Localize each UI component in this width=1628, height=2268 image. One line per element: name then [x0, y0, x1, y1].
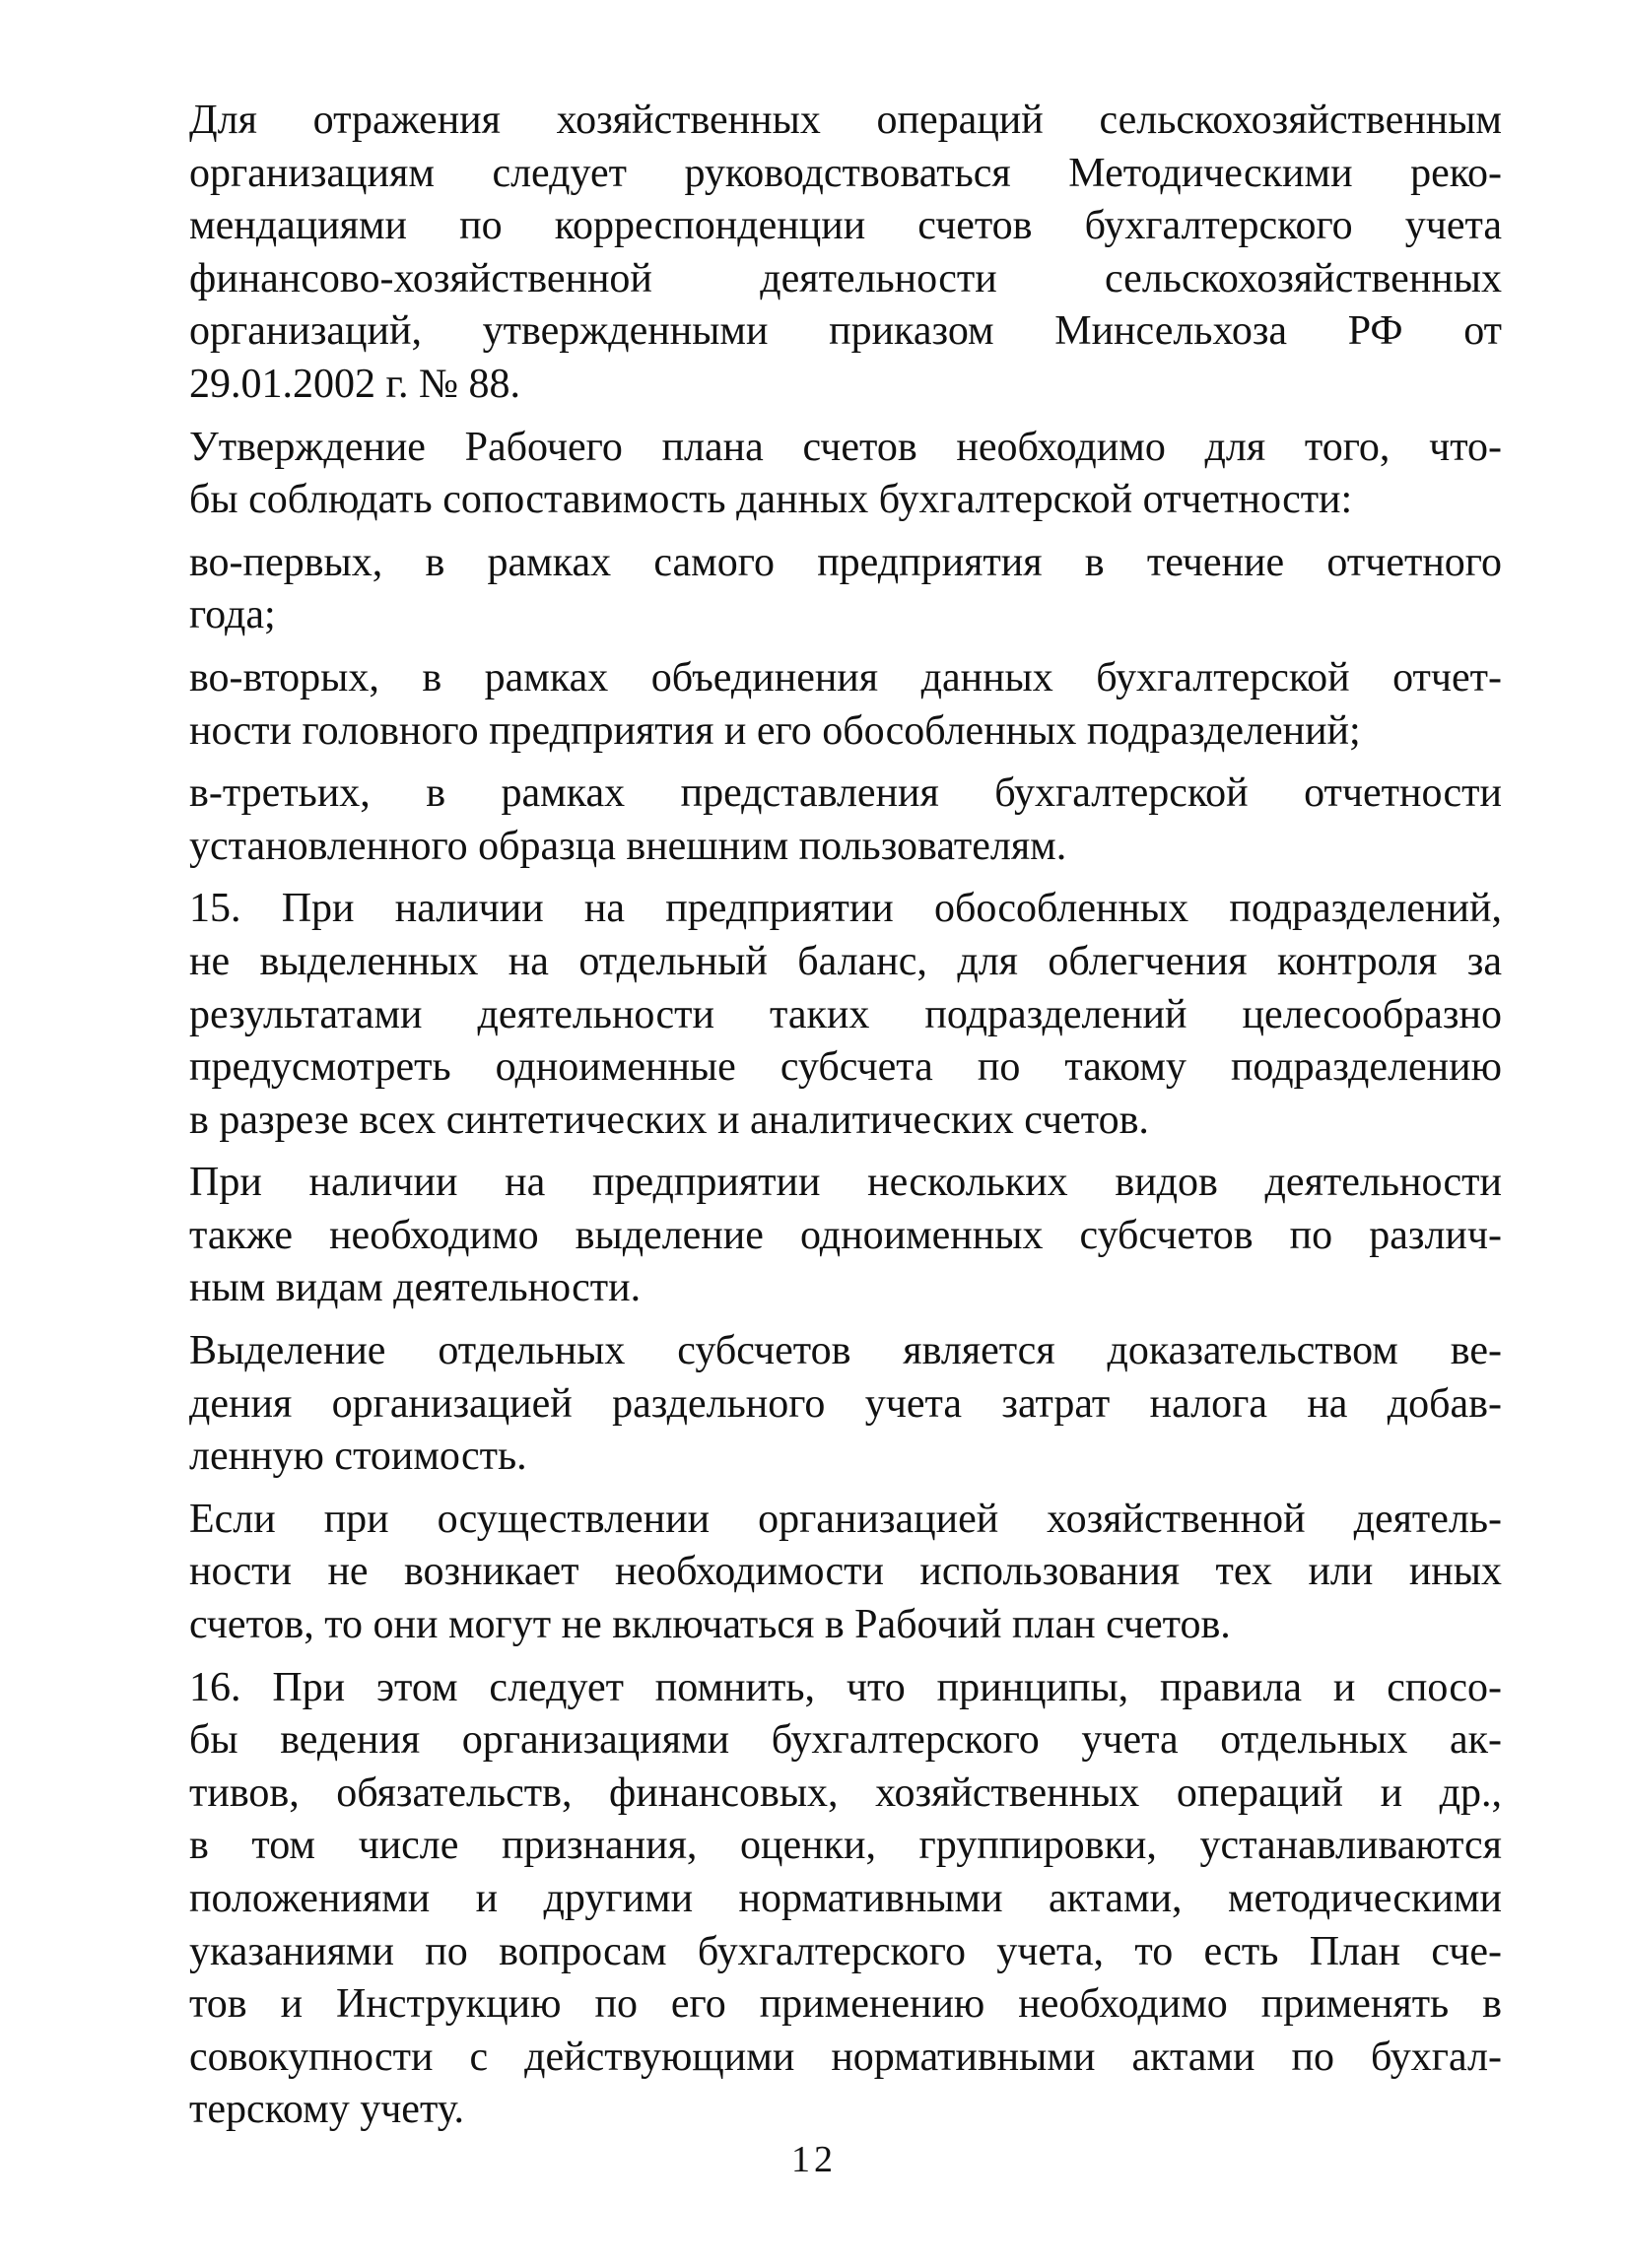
text-line: бы соблюдать сопоставимость данных бухгалтерской отчетности:: [189, 477, 1353, 523]
text-line: бы ведения организациями бухгалтерского учета отдельных ак-: [189, 1717, 1502, 1764]
text-line: Утверждение Рабочего плана счетов необходимо для того, что-: [189, 424, 1502, 470]
paragraph-thirdly: [130, 767, 1502, 873]
paragraph-separate-subaccounts: [130, 1325, 1502, 1484]
text-line: положениями и другими нормативными актами, методическими: [189, 1876, 1502, 1921]
paragraph-item-15: [130, 883, 1502, 1147]
text-line: предусмотреть одноименные субсчета по такому подразделению: [189, 1044, 1502, 1091]
document-page: [130, 95, 1502, 2147]
text-line: Выделение отдельных субсчетов является доказательством ве-: [189, 1328, 1502, 1374]
paragraph-methodical-recommendations: [130, 95, 1502, 412]
text-line: Для отражения хозяйственных операций сельскохозяйственным: [189, 98, 1502, 143]
text-line: Если при осуществлении организацией хозяйственной деятель-: [189, 1496, 1502, 1542]
paragraph-activity-types: [130, 1157, 1502, 1315]
text-line: в том числе признания, оценки, группировки, устанавливаются: [189, 1823, 1502, 1869]
text-line: результатами деятельности таких подразделений целесообразно: [189, 991, 1502, 1037]
text-line: не выделенных на отдельный баланс, для облегчения контроля за: [189, 938, 1502, 984]
text-line: ленную стоимость.: [189, 1434, 527, 1480]
text-line: мендациями по корреспонденции счетов бухгалтерского учета: [189, 203, 1502, 249]
text-line: ным видам деятельности.: [189, 1265, 642, 1311]
paragraph-firstly: [130, 537, 1502, 642]
text-line: совокупности с действующими нормативными актами по бухгал-: [189, 2034, 1502, 2080]
text-line: При наличии на предприятии нескольких видов деятельности: [189, 1160, 1502, 1206]
text-line: установленного образца внешним пользователям.: [189, 823, 1067, 869]
text-line: дения организацией раздельного учета затрат налога на добав-: [189, 1380, 1502, 1427]
text-line: тов и Инструкцию по его применению необходимо применять в: [189, 1981, 1502, 2028]
text-line: финансово-хозяйственной деятельности сельскохозяйственных: [189, 255, 1502, 301]
text-line: тивов, обязательств, финансовых, хозяйственных операций и др.,: [189, 1769, 1502, 1816]
text-line: также необходимо выделение одноименных субсчетов по различ-: [189, 1212, 1502, 1258]
paragraph-unused-accounts: [130, 1494, 1502, 1652]
paragraph-secondly: [130, 652, 1502, 758]
paragraph-item-16: [130, 1662, 1502, 2137]
text-line: во-вторых, в рамках объединения данных бухгалтерской отчет-: [189, 654, 1502, 700]
text-line: организаций, утвержденными приказом Минсельхоза РФ от: [189, 308, 1502, 355]
text-line: 15. При наличии на предприятии обособленных подразделений,: [189, 886, 1502, 932]
text-line: счетов, то они могут не включаться в Рабочий план счетов.: [189, 1602, 1231, 1648]
text-line: во-первых, в рамках самого предприятия в течение отчетного: [189, 539, 1502, 585]
text-line: 29.01.2002 г. № 88.: [189, 361, 521, 407]
text-line: в-третьих, в рамках представления бухгалтерской отчетности: [189, 770, 1502, 817]
text-line: ности не возникает необходимости использования тех или иных: [189, 1549, 1502, 1595]
page-number: 12: [791, 2139, 837, 2180]
text-line: организациям следует руководствоваться Методическими реко-: [189, 150, 1502, 196]
text-line: терскому учету.: [189, 2087, 465, 2133]
text-line: года;: [189, 592, 276, 638]
text-line: в разрезе всех синтетических и аналитических счетов.: [189, 1097, 1149, 1143]
text-line: 16. При этом следует помнить, что принципы, правила и спосо-: [189, 1664, 1502, 1710]
paragraph-working-chart-approval: [130, 422, 1502, 527]
text-line: указаниями по вопросам бухгалтерского учета, то есть План сче-: [189, 1928, 1502, 1974]
text-line: ности головного предприятия и его обособленных подразделений;: [189, 707, 1361, 754]
